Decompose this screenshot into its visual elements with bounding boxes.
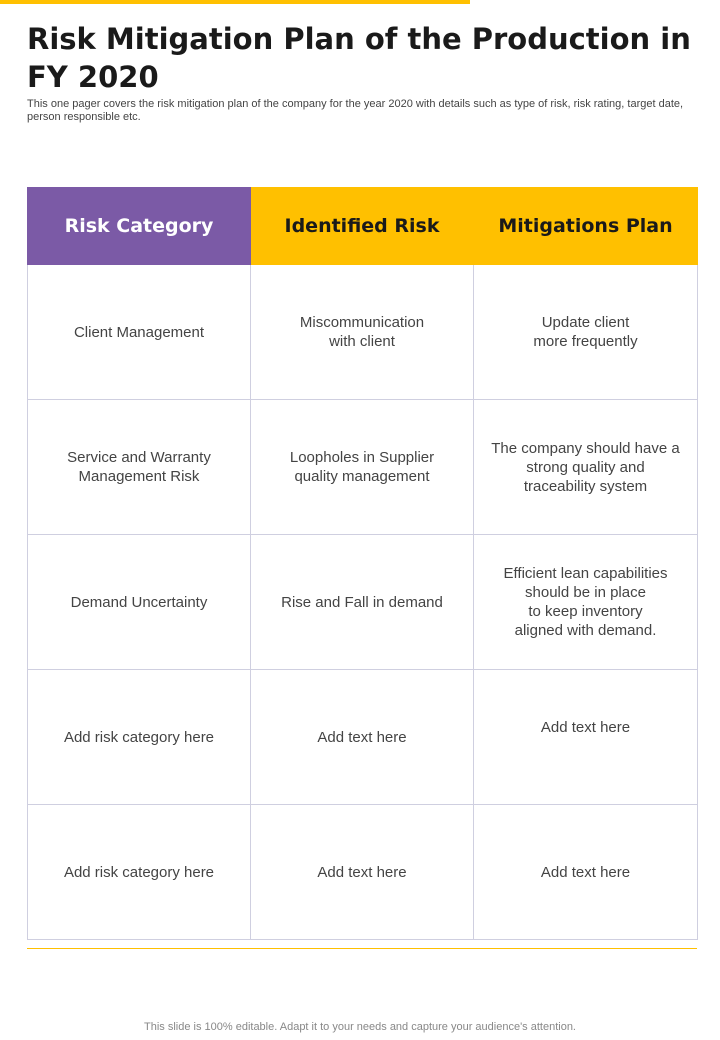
risk-mitigation-table [27,187,698,940]
cell-identified-risk: Add text here [251,670,474,805]
cell-mitigation-plan: Add text here [474,805,698,940]
cell-risk-category: Demand Uncertainty [28,535,251,670]
table-row [28,670,698,805]
cell-identified-risk: Add text here [251,805,474,940]
header-risk-category: Risk Category [28,188,251,265]
table-row [28,400,698,535]
cell-identified-risk: Loopholes in Supplier quality management [251,400,474,535]
page-subtitle: This one pager covers the risk mitigation plan of the company for the year 2020 with details such as type of risk, risk rating, target date, person responsible etc. [27,98,684,123]
header-mitigations-plan: Mitigations Plan [474,188,698,265]
cell-identified-risk: Miscommunication with client [251,265,474,400]
table-row [28,265,698,400]
cell-risk-category: Add risk category here [28,670,251,805]
header-identified-risk: Identified Risk [251,188,474,265]
cell-risk-category: Client Management [28,265,251,400]
table-row [28,805,698,940]
table-row [28,535,698,670]
cell-mitigation-plan: Add text here [474,670,698,805]
page-title: Risk Mitigation Plan of the Production in FY 2020 [27,22,691,94]
cell-risk-category: Service and Warranty Management Risk [28,400,251,535]
cell-identified-risk: Rise and Fall in demand [251,535,474,670]
cell-risk-category: Add risk category here [28,805,251,940]
footer-note: This slide is 100% editable. Adapt it to your needs and capture your audience's attention. [144,1021,576,1033]
top-accent-bar [0,0,470,4]
table-header-row [28,188,698,265]
bottom-divider [27,948,697,949]
cell-mitigation-plan: Efficient lean capabilities should be in place to keep inventory aligned with demand. [474,535,698,670]
cell-mitigation-plan: The company should have a strong quality and traceability system [474,400,698,535]
cell-mitigation-plan: Update client more frequently [474,265,698,400]
